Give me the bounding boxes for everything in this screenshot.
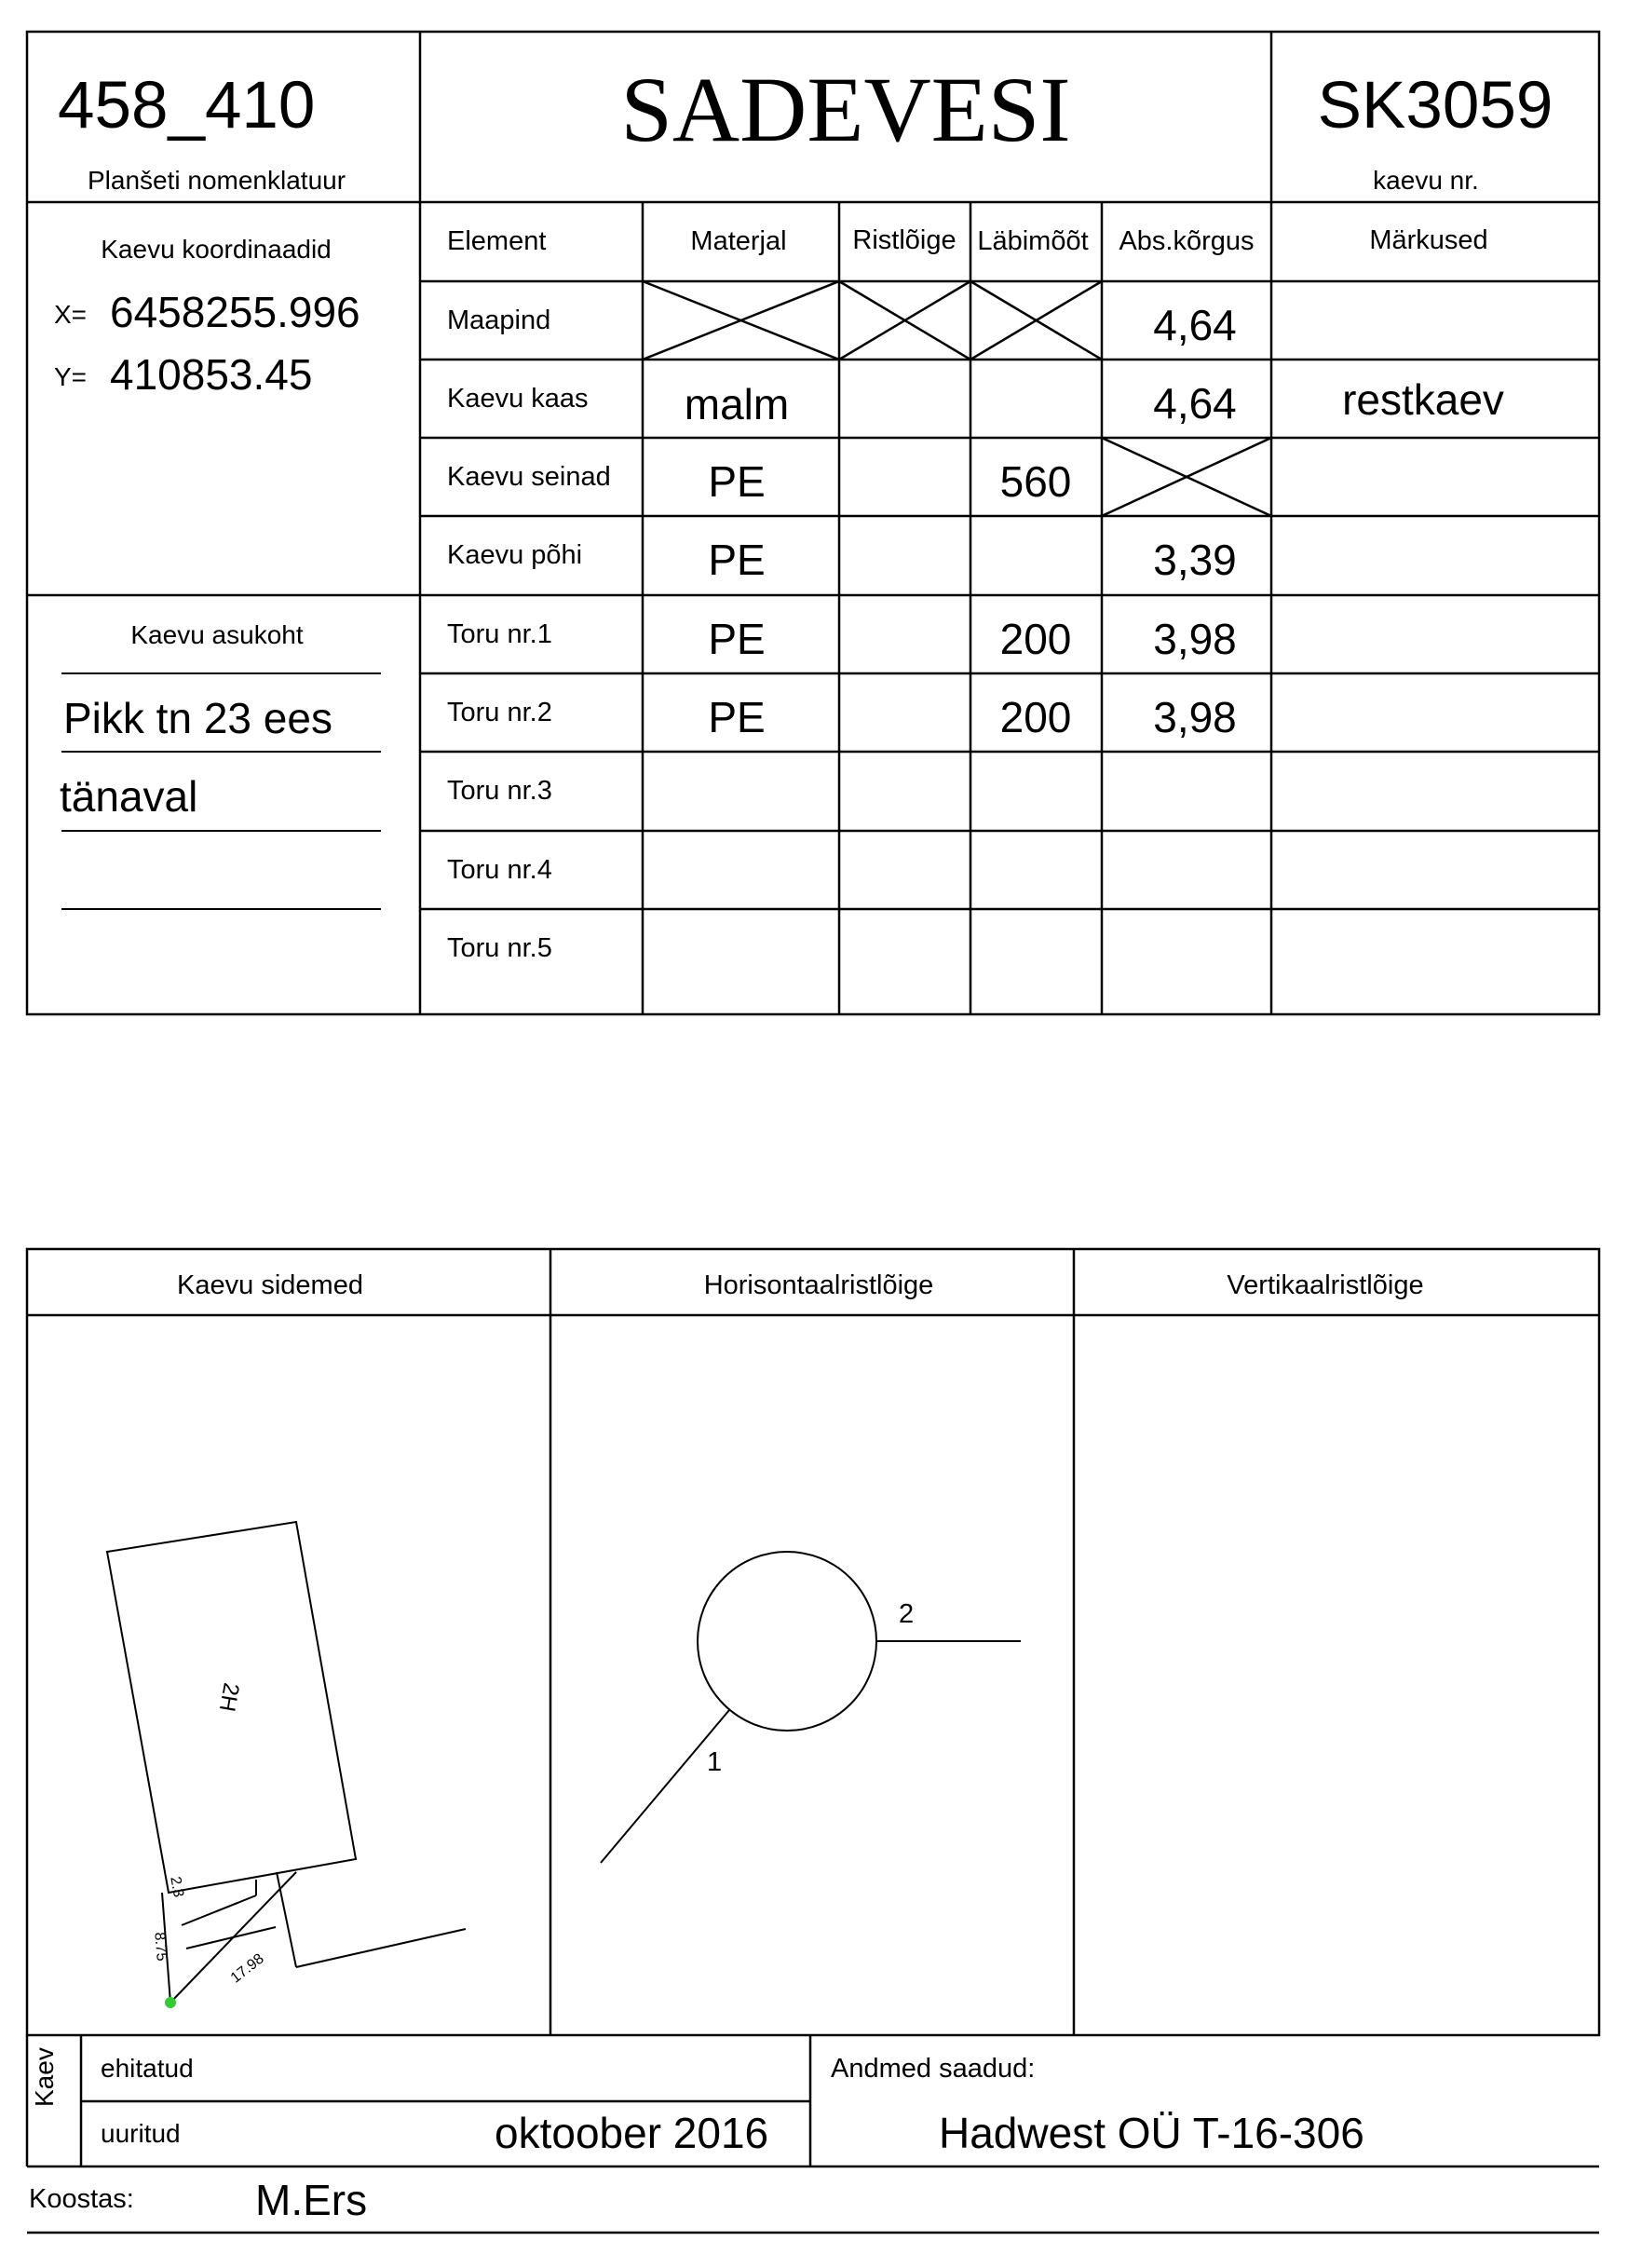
x-coordinate: 6458255.996 <box>110 288 360 336</box>
row-abs-height: 3,98 <box>1153 693 1237 741</box>
page-title: SADEVESI <box>620 58 1071 161</box>
row-element: Toru nr.4 <box>447 855 552 885</box>
pipe-1-line <box>601 1710 729 1863</box>
header-diameter: Läbimõõt <box>977 226 1089 256</box>
row-element: Toru nr.1 <box>447 619 552 649</box>
row-material: PE <box>708 536 766 584</box>
row-abs-height: 3,39 <box>1153 536 1237 584</box>
compiled-value: M.Ers <box>255 2176 368 2224</box>
building-label: 2H <box>213 1680 244 1714</box>
coordinates-label: Kaevu koordinaadid <box>101 235 332 264</box>
panel-horizontal-title: Horisontaalristlõige <box>703 1270 934 1300</box>
well-number-label: kaevu nr. <box>1373 166 1479 195</box>
row-notes: restkaev <box>1342 375 1504 424</box>
row-element: Toru nr.3 <box>447 776 552 806</box>
header-cross-section: Ristlõige <box>852 225 956 255</box>
location-line-2: tänaval <box>60 772 198 821</box>
nomenclature-value: 458_410 <box>58 69 316 143</box>
panel-vertical-title: Vertikaalristlõige <box>1227 1270 1424 1300</box>
row-material: malm <box>684 380 790 428</box>
header-abs-height: Abs.kõrgus <box>1119 226 1255 256</box>
kaev-label: Kaev <box>30 2047 59 2107</box>
header-material: Materjal <box>690 226 787 256</box>
compiled-label: Koostas: <box>29 2184 134 2214</box>
data-source-label: Andmed saadud: <box>831 2054 1036 2084</box>
row-diameter: 560 <box>999 457 1072 506</box>
panel-links-title: Kaevu sidemed <box>177 1270 363 1300</box>
row-diameter: 200 <box>999 615 1072 663</box>
row-element: Toru nr.5 <box>447 933 552 963</box>
row-abs-height: 4,64 <box>1153 379 1237 428</box>
location-line-1: Pikk tn 23 ees <box>63 694 332 742</box>
row-abs-height: 4,64 <box>1153 301 1237 349</box>
bottom-frame <box>27 1249 1599 2035</box>
dimension-label: 8.75 <box>151 1931 170 1962</box>
row-material: PE <box>708 693 766 741</box>
survey-date: oktoober 2016 <box>495 2109 769 2157</box>
horizontal-section <box>601 1552 1021 1863</box>
surveyed-label: uuritud <box>101 2119 181 2148</box>
built-label: ehitatud <box>101 2054 194 2083</box>
dimension-label: 17.98 <box>227 1950 267 1987</box>
y-coordinate: 410853.45 <box>110 350 313 399</box>
nomenclature-label: Planšeti nomenklatuur <box>88 166 346 195</box>
row-element: Kaevu kaas <box>447 384 589 414</box>
x-label: X= <box>54 300 88 329</box>
well-circle <box>698 1552 876 1731</box>
well-marker <box>165 1997 176 2008</box>
row-element: Maapind <box>447 306 551 335</box>
data-source-value: Hadwest OÜ T-16-306 <box>939 2109 1364 2157</box>
row-element: Kaevu põhi <box>447 540 583 570</box>
row-element: Kaevu seinad <box>447 462 611 492</box>
row-material: PE <box>708 457 766 506</box>
header-element: Element <box>447 226 547 256</box>
well-number-value: SK3059 <box>1317 69 1553 143</box>
header-notes: Märkused <box>1369 225 1488 255</box>
pipe-1-label: 1 <box>707 1747 723 1777</box>
row-abs-height: 3,98 <box>1153 615 1237 663</box>
pipe-2-label: 2 <box>899 1599 915 1629</box>
dimension-label: 2.3 <box>167 1875 186 1899</box>
row-material: PE <box>708 615 766 663</box>
row-diameter: 200 <box>999 693 1072 741</box>
location-label: Kaevu asukoht <box>130 620 304 649</box>
row-element: Toru nr.2 <box>447 698 552 727</box>
site-sketch <box>107 1522 466 2003</box>
y-label: Y= <box>54 362 88 391</box>
